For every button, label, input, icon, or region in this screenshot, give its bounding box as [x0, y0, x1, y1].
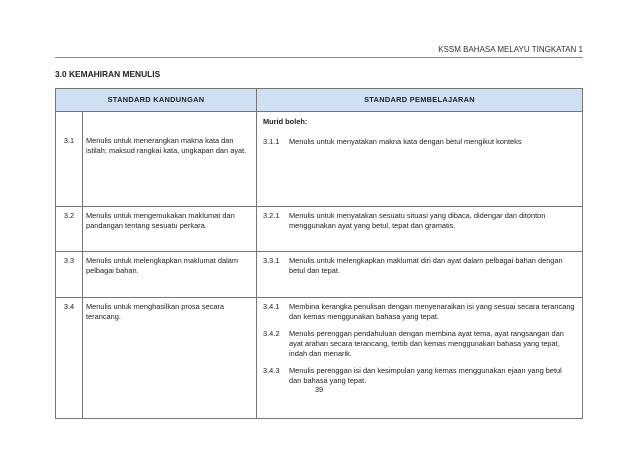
learning-standard-item: [263, 329, 576, 359]
learning-standard-item: [263, 366, 576, 386]
learning-standard-text: Menulis untuk melengkapkan maklumat diri dan ayat dalam pelbagai bahan dengan betul dan tepat.: [289, 256, 563, 275]
learning-standard-item: [263, 211, 576, 231]
section-title: 3.0 KEMAHIRAN MENULIS: [55, 69, 161, 79]
standard-kandungan-text: Menulis untuk menghasilkan prosa secara terancang.: [83, 298, 257, 419]
standards-table: [55, 88, 583, 419]
learning-standard-item: [263, 256, 576, 276]
standard-pembelajaran-cell: [257, 112, 583, 207]
learning-standard-text: Menulis untuk menyatakan makna kata dengan betul mengikut konteks: [289, 136, 522, 146]
header-divider: [55, 57, 583, 58]
standard-kandungan-text: Menulis untuk melengkapkan maklumat dalam pelbagai bahan.: [83, 252, 257, 298]
standard-kandungan-text: Menulis untuk mengemukakan maklumat dan pandangan tentang sesuatu perkara.: [83, 207, 257, 252]
intro-label: Murid boleh:: [263, 117, 308, 126]
standard-pembelajaran-cell: [257, 252, 583, 298]
learning-standard-text: Membina kerangka penulisan dengan menyenaraikan isi yang sesuai secara terancang dan kemas menggunakan bahasa yang tepat.: [289, 302, 575, 321]
learning-standard-number: 3.4.1: [263, 302, 280, 311]
learning-standard-item: [263, 137, 576, 147]
standard-number: 3.4: [56, 298, 83, 419]
learning-standard-number: 3.2.1: [263, 211, 280, 220]
page-number: 39: [314, 385, 324, 394]
standard-number: 3.3: [56, 252, 83, 298]
standard-pembelajaran-cell: [257, 207, 583, 252]
standard-pembelajaran-cell: [257, 298, 583, 419]
table-row: [56, 252, 583, 298]
table-row: [56, 298, 583, 419]
learning-standard-text: Menulis perenggan pendahuluan dengan membina ayat tema, ayat rangsangan dan ayat arahan secara terancang, tertib dan kemas menggunakan bahasa yang tepat, indah dan menarik.: [289, 328, 564, 358]
document-header: KSSM BAHASA MELAYU TINGKATAN 1: [438, 45, 583, 54]
column-header-standard-kandungan: STANDARD KANDUNGAN: [56, 89, 257, 112]
learning-standard-text: Menulis untuk menyatakan sesuatu situasi yang dibaca, didengar dan ditonton menggunakan ayat yang betul, tepat dan gramatis.: [289, 211, 546, 230]
column-header-standard-pembelajaran: STANDARD PEMBELAJARAN: [257, 89, 583, 112]
table-row: [56, 112, 583, 207]
learning-standard-number: 3.1.1: [263, 136, 280, 146]
learning-standard-number: 3.4.2: [263, 328, 280, 338]
table-header-row: [56, 89, 583, 112]
standard-number: 3.1: [56, 112, 83, 207]
table-row: [56, 207, 583, 252]
learning-standard-number: 3.3.1: [263, 256, 280, 265]
learning-standard-item: [263, 302, 576, 322]
standard-kandungan-text: Menulis untuk menerangkan makna kata dan istilah; maksud rangkai kata, ungkapan dan ayat.: [83, 112, 257, 207]
learning-standard-number: 3.4.3: [263, 365, 280, 375]
standard-number: 3.2: [56, 207, 83, 252]
learning-standard-text: Menulis perenggan isi dan kesimpulan yang kemas menggunakan ejaan yang betul dan bahasa yang tepat.: [289, 365, 562, 385]
